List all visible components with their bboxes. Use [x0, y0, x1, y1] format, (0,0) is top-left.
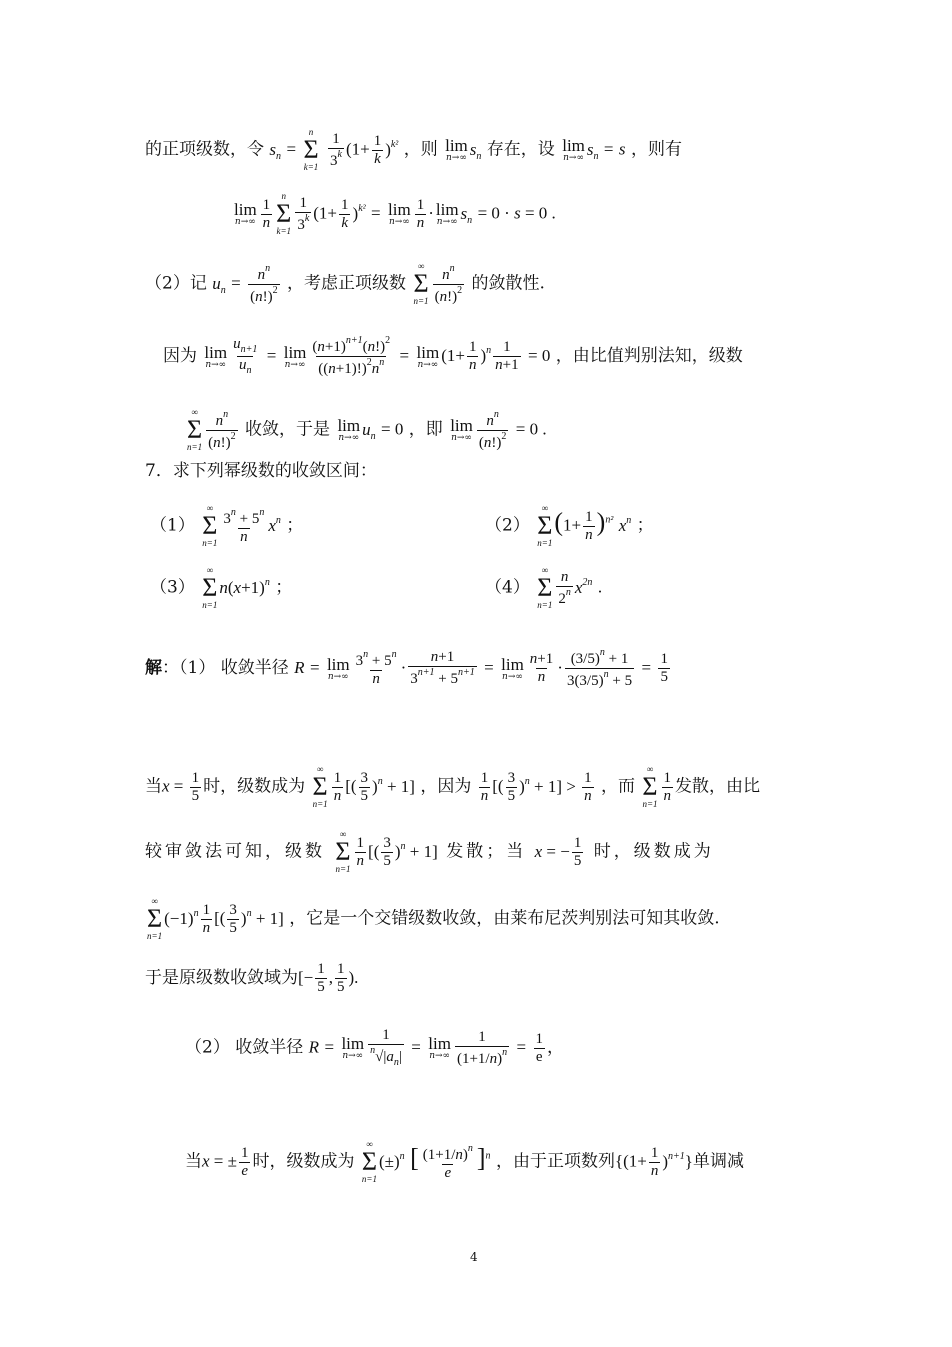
text-line-7b: （2） ∞ Σ n=1 (1+ $\frac{1}{n}$ )$^{n^2}$ $x^n$ ； [485, 503, 654, 548]
text-line-2: lim n→∞ $\frac{1}{n}$ n Σ k=1 $\frac{1}{3^k}$ (1+ $\frac{1}{k}$ )$^{k^2}$ = lim n→∞ $\frac{1}{n}$ · lim n→∞ $s_n = 0 \cdot s = 0$ . [234, 191, 556, 236]
text-line-15: 当x = ± $\frac{1}{e}$ 时，级数成为 ∞ Σ n=1 $(\pm)^n$ [ $\frac{(1+1/n)^n}{e}$ ]$^n$ ，由于正项数列{(1+ $\frac{1}{n}$ )$^{n+1}$}单调减 [185, 1139, 744, 1184]
text-line-10: 当x = $\frac{1}{5}$ 时，级数成为 ∞ Σ n=1 $\frac{1}{n}$ [( $\frac{3}{5}$ )$^n$ + 1] ，因为 $\frac{1}{n}$ [( $\frac{3}{5}$ )$^n$ + 1] > $\frac{1}{n}$ ，而 ∞ Σ n=1 $\frac{1}{n}$ 发散，由比 [145, 764, 761, 809]
text-line-9: 解：（1） 收敛半径 R = lim n→∞ $\frac{3^n + 5^n}{n}$ · $\frac{n+1}{3^{n+1} + 5^{n+1}}$ = lim n→∞ $\frac{n+1}{n}$ · $\frac{(3/5)^n + 1}{3(3/5)^n + 5}$ = $\frac{1}{5}$ [145, 647, 668, 689]
text-line-8b: （4） ∞ Σ n=1 $\frac{n}{2^n}$ $x^{2n}$ . [485, 565, 603, 610]
text-line-12: ∞ Σ n=1 $(-1)^n$ $\frac{1}{n}$ [( $\frac{3}{5}$ )$^n$ + 1] ，它是一个交错级数收敛，由莱布尼茨判别法可知其收敛. [147, 896, 720, 941]
text-line-3: （2）记 $u_n$ = $\frac{n^n}{(n!)^2}$ ，考虑正项级数 ∞ Σ n=1 $\frac{n^n}{(n!)^2}$ 的敛散性. [145, 261, 545, 306]
text-line-5: ∞ Σ n=1 $\frac{n^n}{(n!)^2}$ 收敛，于是 lim n→∞ $u_n = 0$ ，即 lim n→∞ $\frac{n^n}{(n!)^2}$ = 0 . [187, 407, 547, 452]
text-line-6: 7．求下列幂级数的收敛区间： [145, 461, 377, 481]
text-line-1: 的正项级数，令 $s_n$ = n Σ k=1 $\frac{1}{3^k}$ (1+ $\frac{1}{k}$ )$^{k^2}$ ，则 lim n→∞ $s_n$ 存在，设 lim n→∞ $s_n = s$ ，则有 [145, 127, 682, 172]
text-line-14: （2） 收敛半径 R = lim n→∞ $\frac{1}{^n√|a_n|}$ = lim n→∞ $\frac{1}{(1+1/n)^n}$ = $\frac{1}{e}$ ， [185, 1027, 564, 1068]
text-line-7a: （1） ∞ Σ n=1 $\frac{3^n + 5^n}{n}$ $x^n$ ； [150, 503, 304, 548]
text-line-4: 因为 lim n→∞ $\frac{u_{n+1}}{u_n}$ = lim n→∞ $\frac{(n+1)^{n+1}(n!)^2}{((n+1)!)^2n^n}$ = lim n→∞ (1+ $\frac{1}{n}$ )$^n$ $\frac{1}{n+1}$ = 0 ，由比值判别法知，级数 [163, 335, 743, 377]
page-number: 4 [470, 1250, 478, 1264]
text-line-13: 于是原级数收敛域为[− $\frac{1}{5}$ , $\frac{1}{5}$ ). [145, 961, 359, 995]
text-line-8a: （3） ∞ Σ n=1 $n(x+1)^n$ ； [150, 565, 293, 610]
text-line-11: 较审敛法可知，级数 ∞ Σ n=1 $\frac{1}{n}$ [( $\frac{3}{5}$ )$^n$ + 1] 发散；当 x = − $\frac{1}{5}$ 时，级数成为 [145, 829, 714, 874]
